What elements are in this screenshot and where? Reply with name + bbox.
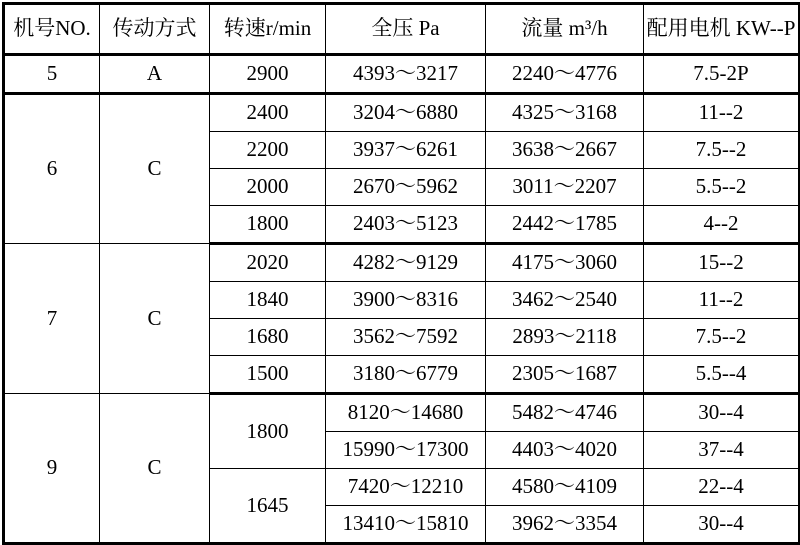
pressure-cell: 3900～8316	[326, 282, 486, 319]
rpm-cell: 2200	[210, 132, 326, 169]
rpm-cell: 1645	[210, 469, 326, 544]
rpm-cell: 1500	[210, 356, 326, 394]
column-header: 传动方式	[100, 4, 210, 55]
rpm-cell: 1840	[210, 282, 326, 319]
table-row	[4, 394, 800, 432]
drive-type-cell: C	[100, 394, 210, 544]
pressure-cell: 7420～12210	[326, 469, 486, 506]
rpm-cell: 2000	[210, 169, 326, 206]
table-row	[4, 244, 800, 282]
motor-cell: 4--2	[644, 206, 800, 244]
flow-cell: 2442～1785	[486, 206, 644, 244]
motor-cell: 15--2	[644, 244, 800, 282]
column-header: 转速r/min	[210, 4, 326, 55]
column-header: 流量 m³/h	[486, 4, 644, 55]
fan-spec-sheet	[0, 2, 800, 536]
motor-cell: 22--4	[644, 469, 800, 506]
flow-cell: 2893～2118	[486, 319, 644, 356]
motor-cell: 5.5--4	[644, 356, 800, 394]
pressure-cell: 3204～6880	[326, 94, 486, 132]
flow-cell: 3011～2207	[486, 169, 644, 206]
flow-cell: 2305～1687	[486, 356, 644, 394]
flow-cell: 4175～3060	[486, 244, 644, 282]
pressure-cell: 2670～5962	[326, 169, 486, 206]
column-header: 全压 Pa	[326, 4, 486, 55]
pressure-cell: 4393～3217	[326, 55, 486, 94]
drive-type-cell: A	[100, 55, 210, 94]
drive-type-cell: C	[100, 94, 210, 244]
table-row	[4, 94, 800, 132]
fan-specification-table	[2, 2, 800, 545]
flow-cell: 5482～4746	[486, 394, 644, 432]
motor-cell: 7.5--2	[644, 132, 800, 169]
column-header: 配用电机 KW--P	[644, 4, 800, 55]
motor-cell: 11--2	[644, 282, 800, 319]
pressure-cell: 15990～17300	[326, 432, 486, 469]
fan-number-cell: 7	[4, 244, 100, 394]
fan-number-cell: 5	[4, 55, 100, 94]
table-row	[4, 55, 800, 94]
pressure-cell: 13410～15810	[326, 506, 486, 544]
fan-number-cell: 9	[4, 394, 100, 544]
pressure-cell: 8120～14680	[326, 394, 486, 432]
motor-cell: 11--2	[644, 94, 800, 132]
pressure-cell: 3562～7592	[326, 319, 486, 356]
motor-cell: 5.5--2	[644, 169, 800, 206]
drive-type-cell: C	[100, 244, 210, 394]
pressure-cell: 3937～6261	[326, 132, 486, 169]
rpm-cell: 1800	[210, 206, 326, 244]
rpm-cell: 2900	[210, 55, 326, 94]
motor-cell: 7.5--2	[644, 319, 800, 356]
rpm-cell: 2020	[210, 244, 326, 282]
flow-cell: 3638～2667	[486, 132, 644, 169]
flow-cell: 3462～2540	[486, 282, 644, 319]
table-header-row	[4, 4, 800, 55]
pressure-cell: 3180～6779	[326, 356, 486, 394]
motor-cell: 30--4	[644, 506, 800, 544]
pressure-cell: 2403～5123	[326, 206, 486, 244]
rpm-cell: 1800	[210, 394, 326, 469]
motor-cell: 37--4	[644, 432, 800, 469]
flow-cell: 2240～4776	[486, 55, 644, 94]
pressure-cell: 4282～9129	[326, 244, 486, 282]
flow-cell: 4325～3168	[486, 94, 644, 132]
rpm-cell: 1680	[210, 319, 326, 356]
rpm-cell: 2400	[210, 94, 326, 132]
flow-cell: 4403～4020	[486, 432, 644, 469]
motor-cell: 30--4	[644, 394, 800, 432]
column-header: 机号NO.	[4, 4, 100, 55]
flow-cell: 3962～3354	[486, 506, 644, 544]
motor-cell: 7.5-2P	[644, 55, 800, 94]
flow-cell: 4580～4109	[486, 469, 644, 506]
fan-number-cell: 6	[4, 94, 100, 244]
